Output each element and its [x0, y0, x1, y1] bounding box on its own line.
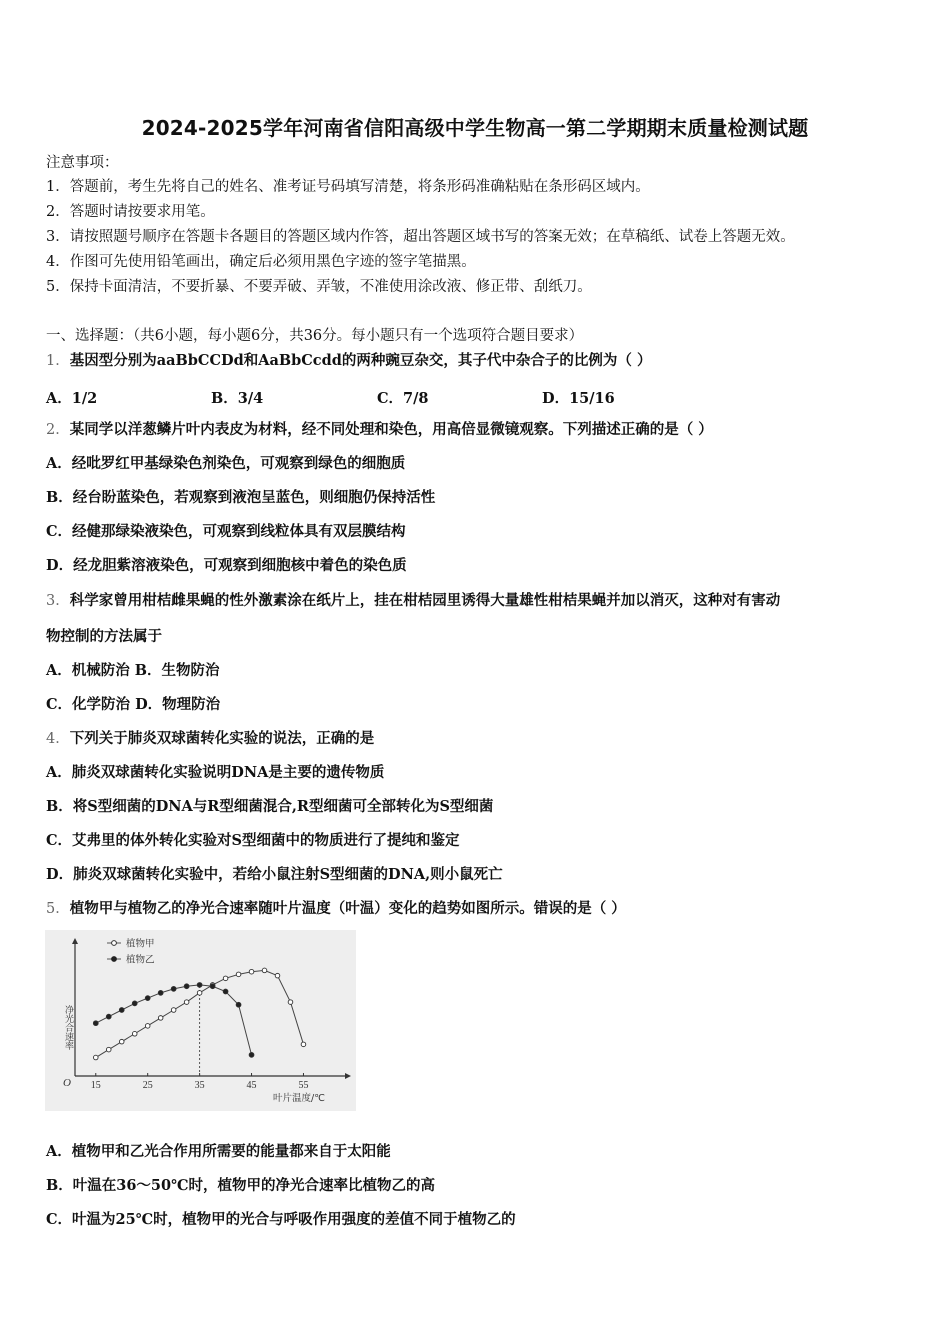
y-axis-arrow: [72, 938, 78, 944]
data-point-jia: [106, 1047, 111, 1052]
x-tick-label: 15: [90, 1080, 101, 1091]
data-point-yi: [93, 1021, 98, 1026]
data-point-yi: [158, 990, 163, 995]
question-number: 5．: [46, 901, 70, 917]
data-point-yi: [145, 996, 150, 1001]
question-stem: 某同学以洋葱鳞片叶内表皮为材料，经不同处理和染色，用高倍显微镜观察。下列描述正确的是（ ）: [69, 421, 713, 438]
option-c[interactable]: C．经健那绿染液染色，可观察到线粒体具有双层膜结构: [46, 523, 406, 540]
data-point-jia: [158, 1016, 163, 1021]
question-2: [46, 420, 713, 440]
data-point-jia: [249, 969, 254, 974]
data-point-yi: [210, 984, 215, 989]
question-1: [46, 351, 651, 371]
option-a[interactable]: A．植物甲和乙光合作用所需要的能量都来自于太阳能: [46, 1143, 391, 1160]
question-stem: 科学家曾用柑桔雌果蝇的性外激素涂在纸片上，挂在柑桔园里诱得大量雄性柑桔果蝇并加以消灭，这种对有害动: [69, 592, 781, 609]
option-b[interactable]: B．经台盼蓝染色，若观察到液泡呈蓝色，则细胞仍保持活性: [46, 489, 436, 506]
y-axis-label: 净光合速率: [63, 1005, 73, 1050]
option-d[interactable]: D．经龙胆紫溶液染色，可观察到细胞核中着色的染色质: [46, 557, 407, 574]
option-a[interactable]: A．1/2: [46, 390, 98, 407]
net-photosynthesis-chart: [45, 930, 356, 1111]
option-c[interactable]: C．叶温为25℃时，植物甲的光合与呼吸作用强度的差值不同于植物乙的: [46, 1211, 516, 1228]
notice-item: 1．答题前，考生先将自己的姓名、准考证号码填写清楚，将条形码准确粘贴在条形码区域内。: [46, 179, 650, 195]
option-b[interactable]: B．3/4: [211, 390, 264, 407]
question-number: 3．: [46, 593, 70, 609]
question-stem: 植物甲与植物乙的净光合速率随叶片温度（叶温）变化的趋势如图所示。错误的是（ ）: [69, 900, 626, 917]
notice-heading: 注意事项：: [46, 155, 119, 171]
page-title: 2024-2025学年河南省信阳高级中学生物高一第二学期期末质量检测试题: [141, 116, 809, 140]
legend-marker-yi: [112, 957, 117, 962]
data-point-yi: [197, 983, 202, 988]
notice-item: 3．请按照题号顺序在答题卡各题目的答题区域内作答，超出答题区域书写的答案无效；在草稿纸、试卷上答题无效。: [46, 229, 795, 245]
notice-item: 2．答题时请按要求用笔。: [46, 204, 215, 220]
x-tick-label: 55: [298, 1080, 309, 1091]
legend-label-yi: 植物乙: [126, 954, 155, 966]
x-tick-label: 45: [246, 1080, 257, 1091]
origin-label: O: [63, 1077, 71, 1089]
data-point-jia: [223, 976, 228, 981]
data-point-jia: [262, 968, 267, 973]
option-d[interactable]: D．15/16: [542, 390, 615, 407]
data-point-jia: [197, 991, 202, 996]
data-point-jia: [132, 1031, 137, 1036]
data-point-yi: [132, 1001, 137, 1006]
data-point-jia: [119, 1039, 124, 1044]
series-line-yi: [96, 985, 252, 1055]
question-stem-continued: 物控制的方法属于: [46, 628, 162, 645]
data-point-yi: [106, 1014, 111, 1019]
x-tick-label: 25: [142, 1080, 153, 1091]
question-stem: 下列关于肺炎双球菌转化实验的说法，正确的是: [69, 730, 375, 747]
legend: [107, 938, 155, 966]
question-number: 2．: [46, 422, 70, 438]
data-point-jia: [236, 972, 241, 977]
option-b[interactable]: B．叶温在36～50℃时，植物甲的净光合速率比植物乙的高: [46, 1177, 435, 1194]
data-point-yi: [171, 986, 176, 991]
legend-label-jia: 植物甲: [126, 938, 155, 950]
legend-marker-jia: [112, 941, 117, 946]
x-axis-arrow: [345, 1073, 351, 1079]
question-stem: 基因型分别为aaBbCCDd和AaBbCcdd的两种豌豆杂交，其子代中杂合子的比例为（ ）: [69, 352, 652, 369]
data-point-yi: [223, 989, 228, 994]
option-cd[interactable]: C．化学防治 D．物理防治: [46, 696, 221, 713]
question-5: [46, 899, 626, 919]
option-a[interactable]: A．肺炎双球菌转化实验说明DNA是主要的遗传物质: [46, 764, 385, 781]
option-a[interactable]: A．经吡罗红甲基绿染色剂染色，可观察到绿色的细胞质: [46, 455, 406, 472]
data-point-yi: [236, 1002, 241, 1007]
data-point-yi: [184, 984, 189, 989]
data-point-yi: [119, 1008, 124, 1013]
data-point-jia: [288, 1000, 293, 1005]
option-b[interactable]: B．将S型细菌的DNA与R型细菌混合,R型细菌可全部转化为S型细菌: [46, 798, 494, 815]
question-number: 1．: [46, 353, 70, 369]
data-point-jia: [275, 973, 280, 978]
option-d[interactable]: D．肺炎双球菌转化实验中，若给小鼠注射S型细菌的DNA,则小鼠死亡: [46, 866, 503, 883]
option-c[interactable]: C．艾弗里的体外转化实验对S型细菌中的物质进行了提纯和鉴定: [46, 832, 460, 849]
data-point-jia: [93, 1055, 98, 1060]
question-number: 4．: [46, 731, 70, 747]
data-point-jia: [301, 1042, 306, 1047]
section-heading: 一、选择题：（共6小题，每小题6分，共36分。每小题只有一个选项符合题目要求）: [46, 328, 584, 344]
x-axis-label: 叶片温度/℃: [273, 1093, 325, 1104]
x-tick-label: 35: [194, 1080, 205, 1091]
data-point-jia: [145, 1024, 150, 1029]
question-4: [46, 729, 374, 749]
question-3: [46, 591, 780, 611]
data-point-jia: [184, 1000, 189, 1005]
option-c[interactable]: C．7/8: [377, 390, 429, 407]
data-point-yi: [249, 1052, 254, 1057]
notice-item: 4．作图可先使用铅笔画出，确定后必须用黑色字迹的签字笔描黑。: [46, 254, 476, 270]
option-ab[interactable]: A．机械防治 B．生物防治: [46, 662, 220, 679]
chart-svg: [45, 930, 356, 1111]
notice-item: 5．保持卡面清洁，不要折暴、不要弄破、弄皱，不准使用涂改液、修正带、刮纸刀。: [46, 279, 592, 295]
data-point-jia: [171, 1008, 176, 1013]
